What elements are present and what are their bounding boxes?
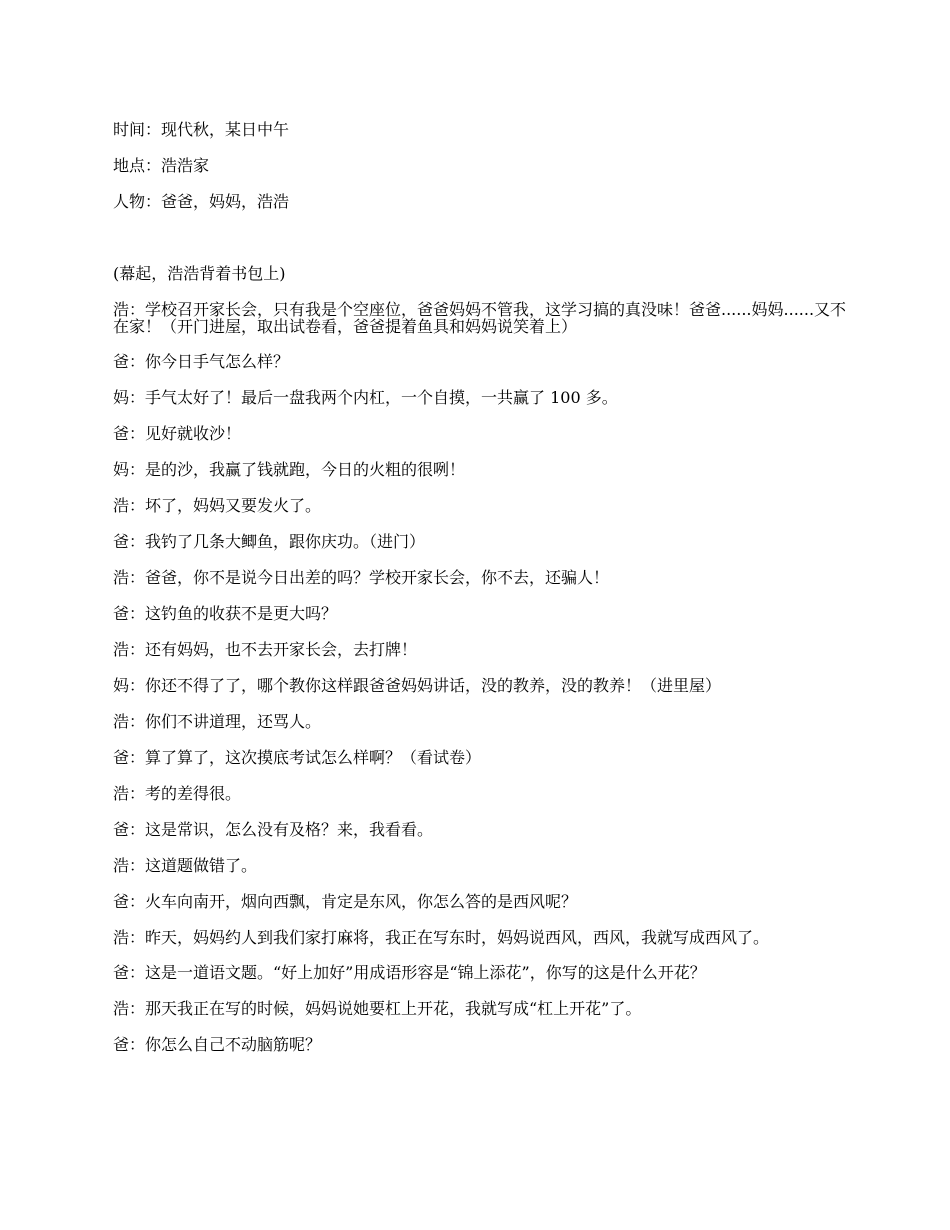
stage-direction: (幕起，浩浩背着书包上) <box>113 264 286 283</box>
dialogue-line: 浩：这道题做错了。 <box>113 856 258 875</box>
dialogue-line: 爸：这是常识，怎么没有及格？来，我看看。 <box>113 820 434 839</box>
dialogue-line: 爸：你今日手气怎么样？ <box>113 352 290 371</box>
dialogue-line: 浩：还有妈妈，也不去开家长会，去打牌！ <box>113 640 418 659</box>
dialogue-line: 爸：火车向南开，烟向西飘，肯定是东风，你怎么答的是西风呢？ <box>113 892 578 911</box>
scene-characters: 人物：爸爸，妈妈，浩浩 <box>113 192 290 211</box>
dialogue-line: 浩：昨天，妈妈约人到我们家打麻将，我正在写东时，妈妈说西风，西风，我就写成西风了。 <box>113 928 770 947</box>
dialogue-line: 浩：坏了，妈妈又要发火了。 <box>113 496 322 515</box>
dialogue-line: 爸：这是一道语文题。“好上加好”用成语形容是“锦上添花”，你写的这是什么开花？ <box>113 963 706 982</box>
dialogue-line: 爸：我钓了几条大鲫鱼，跟你庆功。（进门） <box>113 532 426 551</box>
dialogue-line: 浩：你们不讲道理，还骂人。 <box>113 712 322 731</box>
scene-time: 时间：现代秋，某日中午 <box>113 120 290 139</box>
scene-place: 地点：浩浩家 <box>113 156 210 175</box>
dialogue-line: 爸：算了算了，这次摸底考试怎么样啊？（看试卷） <box>113 748 482 767</box>
dialogue-line: 爸：见好就收沙！ <box>113 424 242 443</box>
dialogue-line: 妈：是的沙，我赢了钱就跑，今日的火粗的很咧！ <box>113 460 466 479</box>
dialogue-line: 妈：手气太好了！最后一盘我两个内杠，一个自摸，一共赢了 100 多。 <box>113 388 618 407</box>
dialogue-line: 浩：那天我正在写的时候，妈妈说她要杠上开花，我就写成“杠上开花”了。 <box>113 999 642 1018</box>
dialogue-line: 爸：你怎么自己不动脑筋呢？ <box>113 1035 322 1054</box>
dialogue-line: 浩：学校召开家长会，只有我是个空座位，爸爸妈妈不管我，这学习搞的真没味！爸爸......妈妈......又不在家！（开门进屋，取出试卷看，爸爸提着鱼具和妈妈说笑着上） <box>113 300 847 336</box>
dialogue-line: 爸：这钓鱼的收获不是更大吗？ <box>113 604 338 623</box>
document-page <box>113 121 848 1072</box>
section-gap <box>113 229 848 265</box>
dialogue-line: 妈：你还不得了了，哪个教你这样跟爸爸妈妈讲话，没的教养，没的教养！（进里屋） <box>113 676 722 695</box>
dialogue-line: 浩：爸爸，你不是说今日出差的吗？学校开家长会，你不去，还骗人！ <box>113 568 610 587</box>
dialogue-line: 浩：考的差得很。 <box>113 784 242 803</box>
